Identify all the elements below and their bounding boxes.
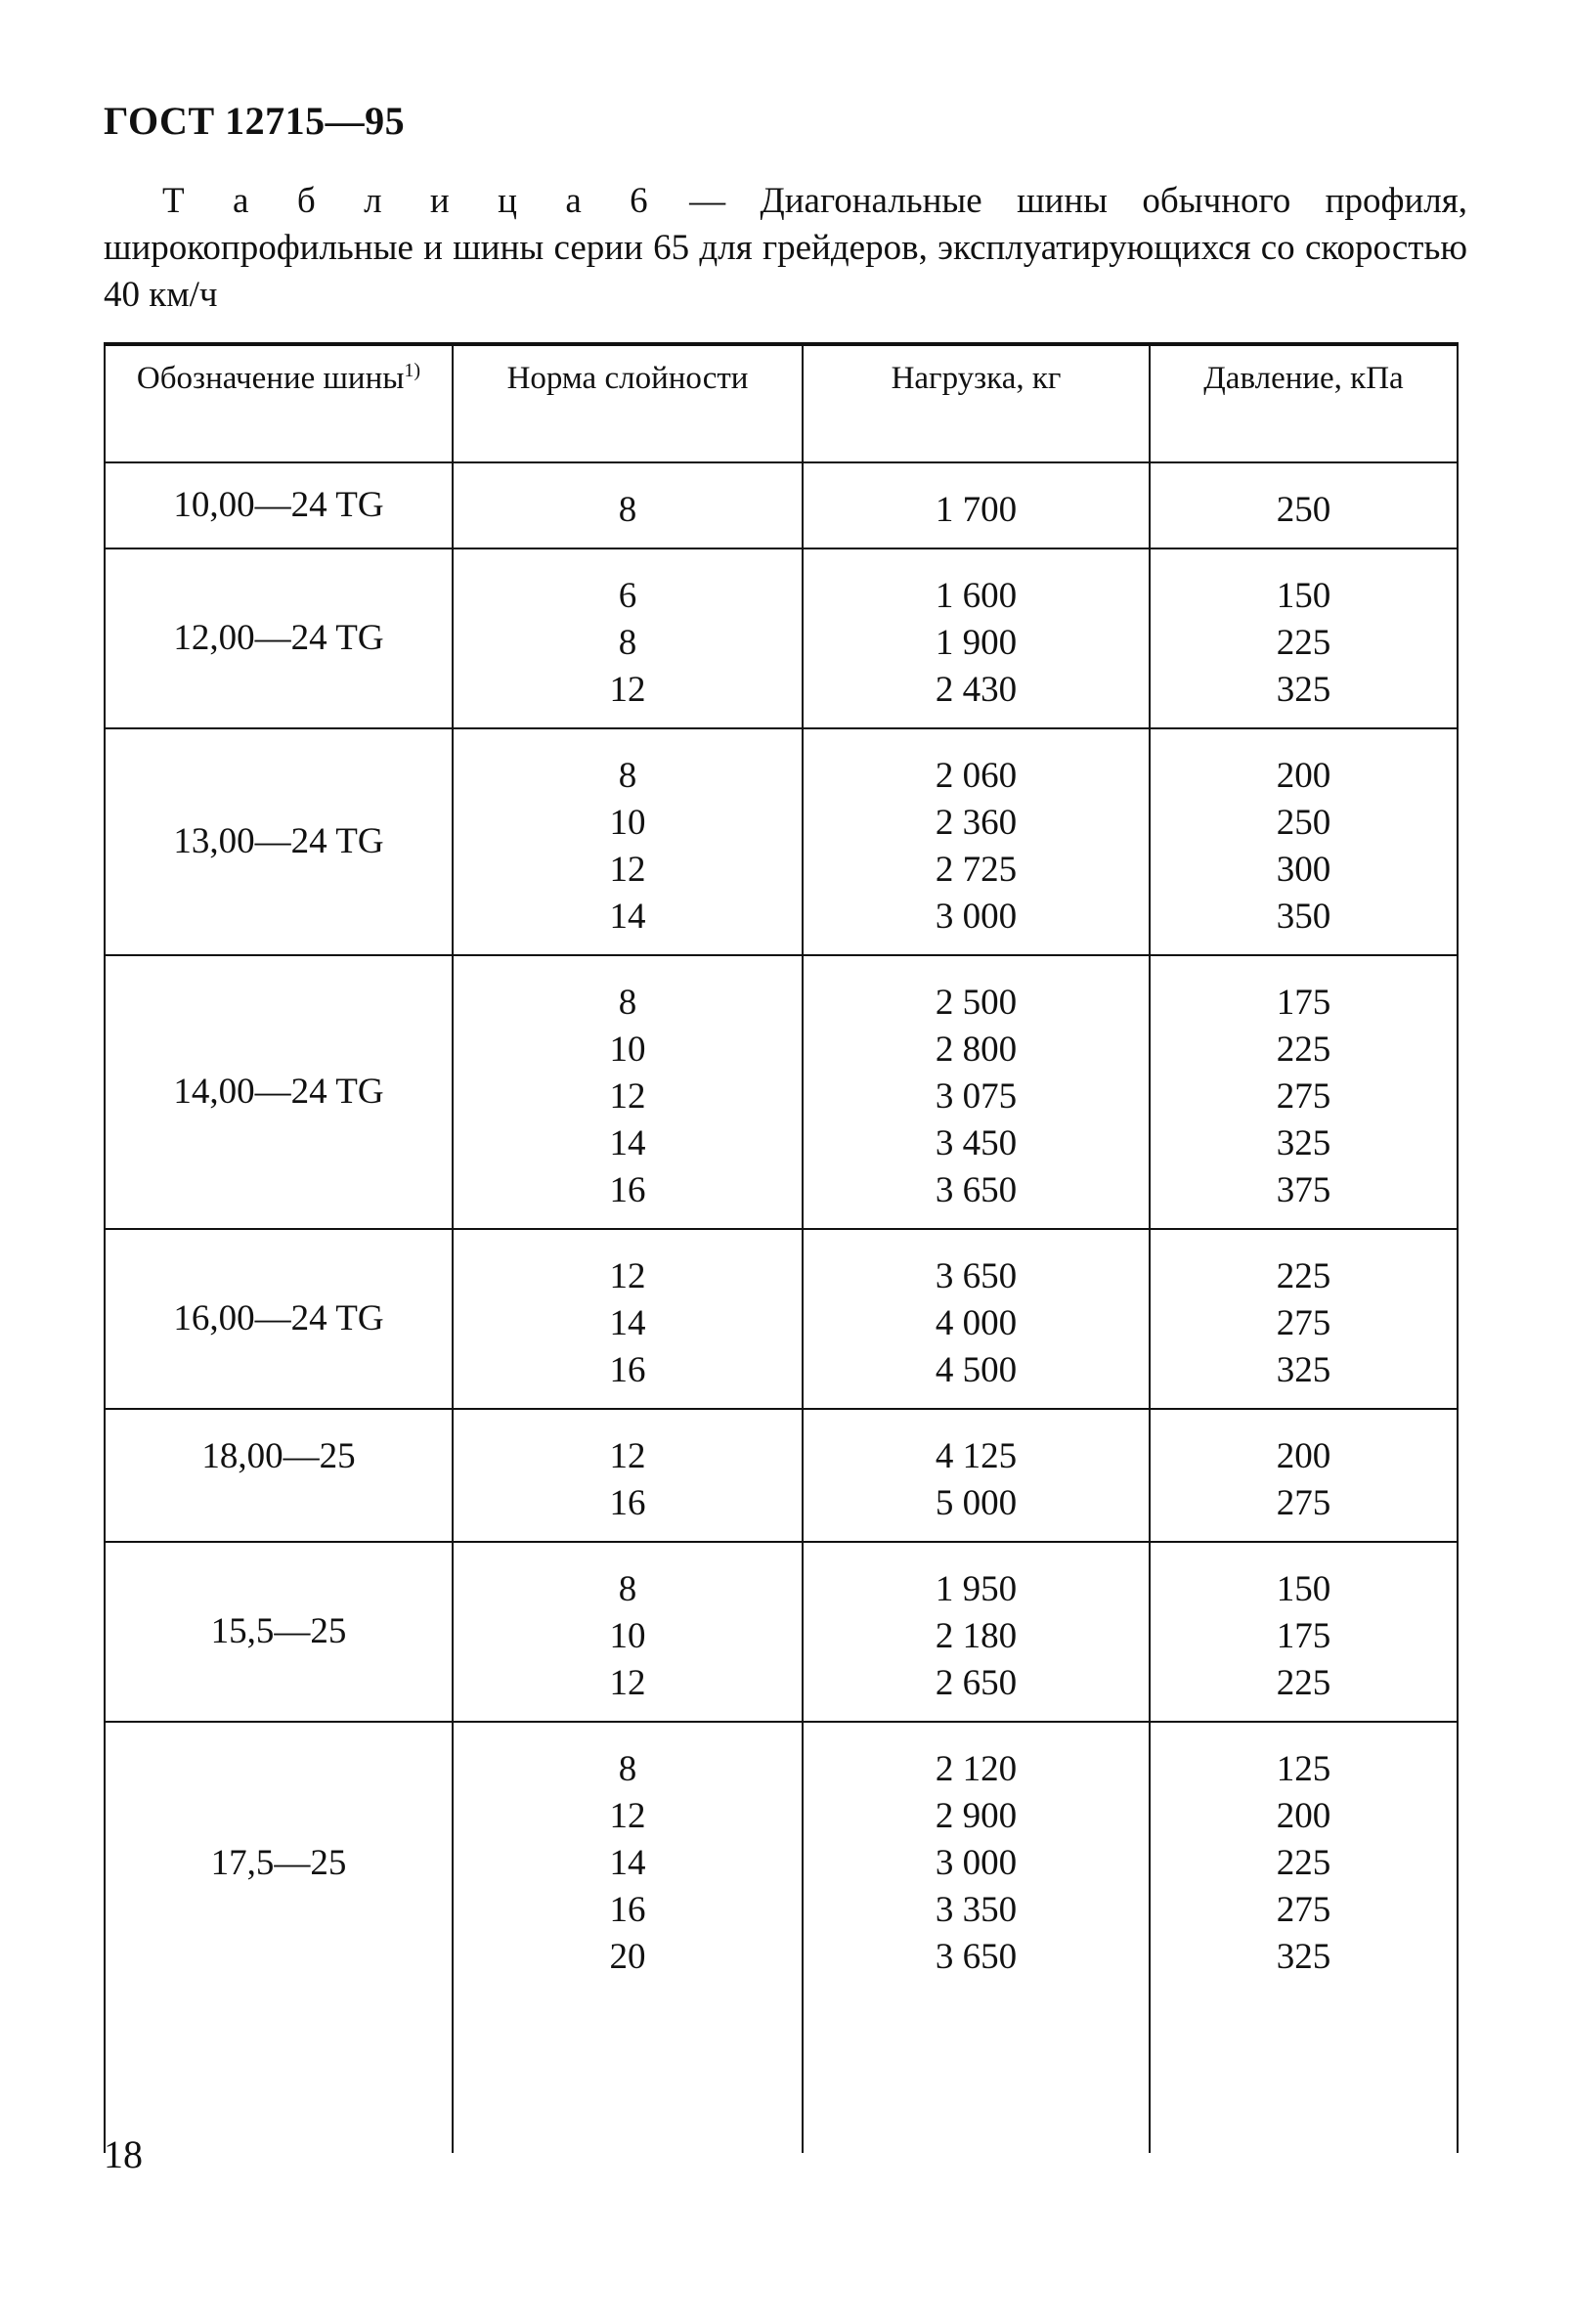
table-row [105, 1722, 1458, 2153]
header-load: Нагрузка, кг [803, 344, 1150, 462]
pressure-value-cell [1150, 1229, 1458, 1409]
ply-rating: 14 [609, 1303, 646, 1343]
table-row [105, 728, 1458, 955]
tire-designation-cell: 17,5—25 [105, 1722, 453, 2153]
ply-rating: 8 [618, 490, 637, 530]
pressure-value: 175 [1276, 1616, 1331, 1656]
ply-rating: 14 [609, 1123, 646, 1163]
tire-designation-cell: 15,5—25 [105, 1542, 453, 1722]
load-value-cell [803, 1542, 1150, 1722]
ply-rating: 8 [618, 756, 637, 796]
tire-load-table [104, 342, 1459, 2153]
document-standard-header: ГОСТ 12715—95 [104, 99, 406, 143]
pressure-value: 250 [1276, 803, 1331, 843]
ply-rating: 8 [618, 1749, 637, 1789]
pressure-value: 250 [1276, 490, 1331, 530]
load-value: 2 800 [935, 1030, 1018, 1070]
load-value: 2 900 [935, 1796, 1018, 1836]
pressure-value-cell [1150, 1542, 1458, 1722]
load-value: 1 600 [935, 576, 1018, 616]
ply-rating: 12 [609, 850, 646, 890]
pressure-value: 200 [1276, 756, 1331, 796]
load-value-cell [803, 1722, 1150, 2153]
footnote-marker: 1) [404, 360, 421, 381]
load-value: 2 180 [935, 1616, 1018, 1656]
header-pressure: Давление, кПа [1150, 344, 1458, 462]
load-value: 3 650 [935, 1937, 1018, 1977]
load-value: 2 650 [935, 1663, 1018, 1703]
header-ply-rating: Норма слойности [453, 344, 803, 462]
tire-table-container [104, 342, 1459, 2153]
load-value: 3 650 [935, 1170, 1018, 1210]
pressure-value: 325 [1276, 1350, 1331, 1390]
ply-rating: 20 [609, 1937, 646, 1977]
pressure-value: 275 [1276, 1303, 1331, 1343]
pressure-value: 275 [1276, 1890, 1331, 1930]
ply-rating-cell [453, 1229, 803, 1409]
pressure-value: 150 [1276, 1569, 1331, 1609]
pressure-value: 200 [1276, 1436, 1331, 1476]
load-value: 3 075 [935, 1076, 1018, 1117]
pressure-value-cell [1150, 462, 1458, 548]
table-row [105, 548, 1458, 728]
ply-rating: 12 [609, 1436, 646, 1476]
ply-rating: 12 [609, 670, 646, 710]
pressure-value: 225 [1276, 1663, 1331, 1703]
ply-rating-cell [453, 1722, 803, 2153]
ply-rating: 8 [618, 623, 637, 663]
ply-rating-cell [453, 1542, 803, 1722]
pressure-value: 150 [1276, 576, 1331, 616]
load-value: 1 900 [935, 623, 1018, 663]
table-row [105, 462, 1458, 548]
tire-designation-cell: 10,00—24 TG [105, 462, 453, 548]
ply-rating: 10 [609, 1030, 646, 1070]
load-value: 1 700 [935, 490, 1018, 530]
pressure-value: 325 [1276, 1123, 1331, 1163]
ply-rating: 16 [609, 1350, 646, 1390]
load-value: 3 650 [935, 1256, 1018, 1296]
load-value-cell [803, 462, 1150, 548]
ply-rating: 16 [609, 1483, 646, 1523]
pressure-value: 225 [1276, 623, 1331, 663]
table-header-row [105, 344, 1458, 462]
pressure-value-cell [1150, 955, 1458, 1229]
load-value-cell [803, 955, 1150, 1229]
ply-rating: 12 [609, 1256, 646, 1296]
pressure-value: 225 [1276, 1256, 1331, 1296]
ply-rating: 12 [609, 1076, 646, 1117]
ply-rating: 16 [609, 1170, 646, 1210]
tire-designation-cell: 12,00—24 TG [105, 548, 453, 728]
tire-designation-cell: 18,00—25 [105, 1409, 453, 1542]
table-caption-text: — Диагональные шины обычного профиля, широкопрофильные и шины серии 65 для грейдеров, эксплуатирующихся со скоростью 40 км/ч [104, 181, 1467, 315]
load-value: 2 430 [935, 670, 1018, 710]
load-value: 2 725 [935, 850, 1018, 890]
tire-designation-cell: 16,00—24 TG [105, 1229, 453, 1409]
load-value-cell [803, 1229, 1150, 1409]
pressure-value: 225 [1276, 1843, 1331, 1883]
ply-rating: 8 [618, 983, 637, 1023]
load-value: 2 360 [935, 803, 1018, 843]
tire-designation-cell: 14,00—24 TG [105, 955, 453, 1229]
load-value: 3 350 [935, 1890, 1018, 1930]
pressure-value: 200 [1276, 1796, 1331, 1836]
ply-rating-cell [453, 728, 803, 955]
table-row [105, 1409, 1458, 1542]
table-body [105, 462, 1458, 2153]
ply-rating: 10 [609, 1616, 646, 1656]
pressure-value-cell [1150, 1722, 1458, 2153]
table-row [105, 1229, 1458, 1409]
ply-rating: 10 [609, 803, 646, 843]
load-value: 2 120 [935, 1749, 1018, 1789]
pressure-value: 225 [1276, 1030, 1331, 1070]
header-tire-designation: Обозначение шины$^{1)}$ [105, 344, 453, 462]
load-value: 3 450 [935, 1123, 1018, 1163]
load-value-cell [803, 548, 1150, 728]
pressure-value-cell [1150, 548, 1458, 728]
pressure-value: 375 [1276, 1170, 1331, 1210]
pressure-value: 275 [1276, 1483, 1331, 1523]
pressure-value: 125 [1276, 1749, 1331, 1789]
pressure-value: 325 [1276, 1937, 1331, 1977]
table-row [105, 955, 1458, 1229]
load-value-cell [803, 1409, 1150, 1542]
page-number: 18 [104, 2132, 143, 2176]
load-value: 5 000 [935, 1483, 1018, 1523]
load-value: 4 000 [935, 1303, 1018, 1343]
pressure-value: 175 [1276, 983, 1331, 1023]
pressure-value-cell [1150, 1409, 1458, 1542]
pressure-value: 325 [1276, 670, 1331, 710]
table-row [105, 1542, 1458, 1722]
ply-rating-cell [453, 955, 803, 1229]
ply-rating-cell [453, 548, 803, 728]
load-value: 2 500 [935, 983, 1018, 1023]
load-value: 1 950 [935, 1569, 1018, 1609]
pressure-value-cell [1150, 728, 1458, 955]
load-value: 2 060 [935, 756, 1018, 796]
load-value-cell [803, 728, 1150, 955]
pressure-value: 275 [1276, 1076, 1331, 1117]
ply-rating: 8 [618, 1569, 637, 1609]
ply-rating-cell [453, 462, 803, 548]
load-value: 3 000 [935, 1843, 1018, 1883]
table-caption [104, 178, 1467, 319]
load-value: 4 125 [935, 1436, 1018, 1476]
ply-rating: 14 [609, 897, 646, 937]
load-value: 4 500 [935, 1350, 1018, 1390]
pressure-value: 300 [1276, 850, 1331, 890]
ply-rating-cell [453, 1409, 803, 1542]
ply-rating: 14 [609, 1843, 646, 1883]
pressure-value: 350 [1276, 897, 1331, 937]
load-value: 3 000 [935, 897, 1018, 937]
tire-designation-cell: 13,00—24 TG [105, 728, 453, 955]
ply-rating: 12 [609, 1796, 646, 1836]
ply-rating: 16 [609, 1890, 646, 1930]
table-caption-label: Т а б л и ц а 6 [162, 181, 655, 221]
ply-rating: 12 [609, 1663, 646, 1703]
ply-rating: 6 [618, 576, 637, 616]
